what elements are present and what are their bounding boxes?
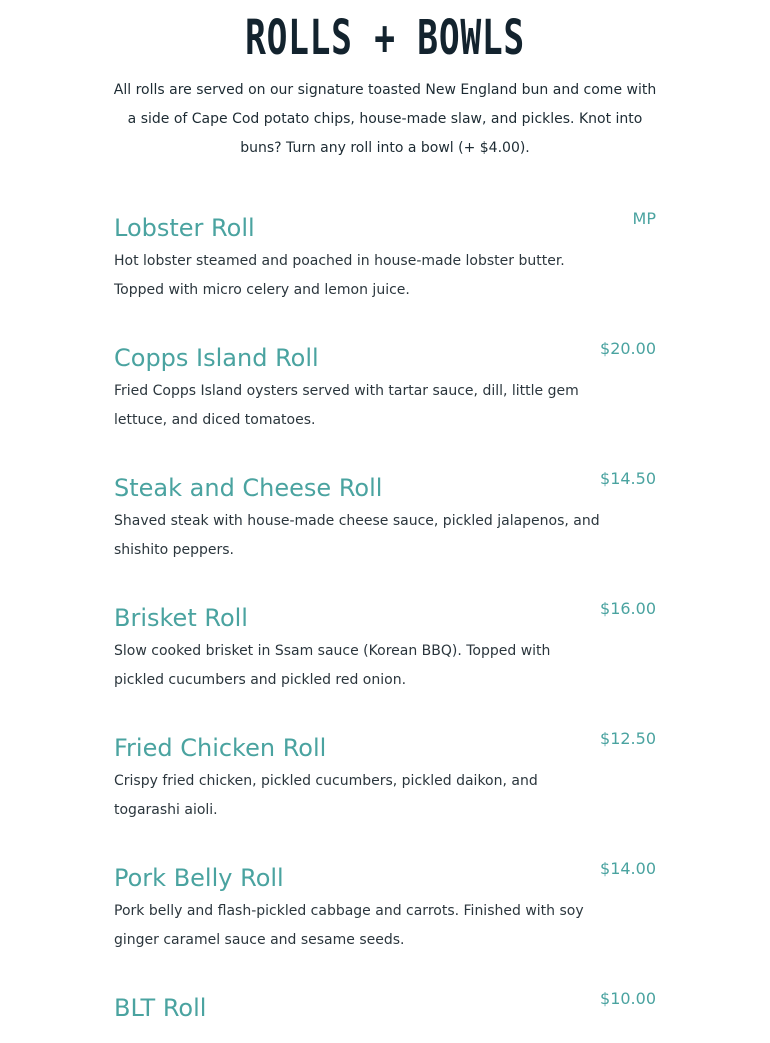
menu-item-price: MP xyxy=(632,209,656,228)
menu-item-name: Brisket Roll xyxy=(114,604,248,632)
menu-item-steak-and-cheese-roll xyxy=(114,471,656,591)
menu-item-name: Steak and Cheese Roll xyxy=(114,474,383,502)
menu-item-description: Fried Copps Island oysters served with tartar sauce, dill, little gem lettuce, and diced tomatoes. xyxy=(114,383,579,428)
menu-item-pork-belly-roll xyxy=(114,861,656,981)
menu-item-price: $10.00 xyxy=(600,991,656,1008)
menu-item-price: $16.00 xyxy=(600,599,656,618)
menu-item-description: Hot lobster steamed and poached in house-made lobster butter. Topped with micro celery and lemon juice. xyxy=(114,253,565,298)
section-intro: All rolls are served on our signature toasted New England bun and come with a side of Cape Cod potato chips, house-made slaw, and pickles. Knot into buns? Turn any roll into a bowl (+ $4.00). xyxy=(113,82,657,156)
section-title: ROLLS + BOWLS xyxy=(245,10,525,66)
menu-item-description: Crispy fried chicken, pickled cucumbers, pickled daikon, and togarashi aioli. xyxy=(114,773,538,818)
menu-item-name: Lobster Roll xyxy=(114,214,255,242)
menu-item-description: Pork belly and flash-pickled cabbage and carrots. Finished with soy ginger caramel sauce and sesame seeds. xyxy=(114,903,584,948)
menu-item-name: Pork Belly Roll xyxy=(114,864,284,892)
menu-item-description: Slow cooked brisket in Ssam sauce (Korean BBQ). Topped with pickled cucumbers and pickled red onion. xyxy=(114,643,551,688)
menu-item-brisket-roll xyxy=(114,601,656,721)
menu-item-name: Fried Chicken Roll xyxy=(114,734,327,762)
menu-item-price: $20.00 xyxy=(600,339,656,358)
menu-item-name: Copps Island Roll xyxy=(114,344,319,372)
menu-item-fried-chicken-roll xyxy=(114,731,656,851)
menu-item-blt-roll xyxy=(114,991,656,1043)
menu-item-description: Shaved steak with house-made cheese sauce, pickled jalapenos, and shishito peppers. xyxy=(114,513,600,558)
menu-item-copps-island-roll xyxy=(114,341,656,461)
menu-item-name: BLT Roll xyxy=(114,994,207,1022)
menu-item-price: $14.50 xyxy=(600,469,656,488)
menu-item-price: $12.50 xyxy=(600,729,656,748)
menu-item-lobster-roll xyxy=(114,211,656,331)
menu-item-price: $14.00 xyxy=(600,859,656,878)
